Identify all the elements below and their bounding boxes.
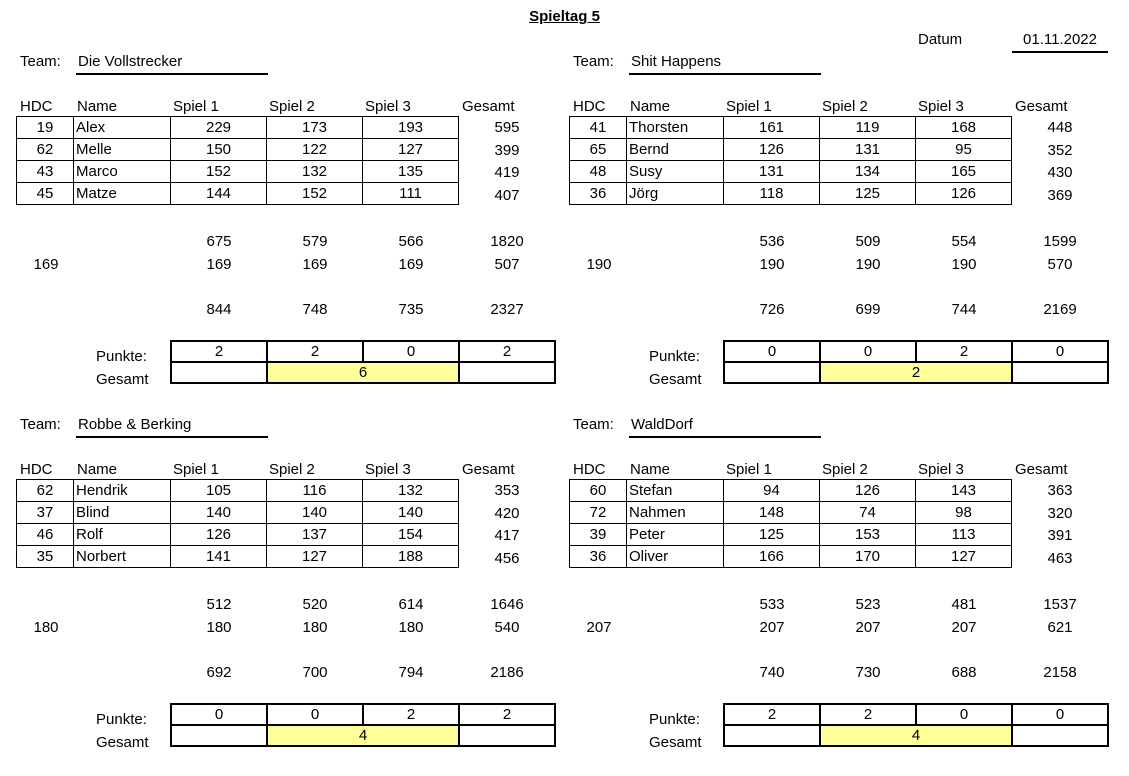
player-hdc: 39: [570, 524, 627, 546]
gesamt-empty-right: [1012, 725, 1108, 746]
hdc-row-s3: 190: [951, 256, 977, 273]
player-spiel1: 131: [724, 161, 820, 183]
player-total: 391: [1047, 527, 1073, 545]
player-name: Peter: [627, 524, 724, 546]
gesamt-empty-left: [724, 362, 820, 383]
player-row: [17, 161, 459, 183]
punkte-2: 2: [820, 704, 916, 725]
punkte-label: Punkte:: [649, 711, 700, 728]
player-name: Bernd: [627, 139, 724, 161]
player-hdc: 41: [570, 117, 627, 139]
player-spiel1: 148: [724, 502, 820, 524]
hdc-total: 169: [33, 256, 59, 273]
hdc-row-s2: 169: [302, 256, 328, 273]
sum-s1: 536: [759, 233, 785, 250]
player-spiel2: 116: [267, 480, 363, 502]
punkte-row: [171, 704, 555, 725]
punkte-label: Punkte:: [649, 348, 700, 365]
gesamt-row: [171, 362, 555, 383]
punkte-4: 2: [459, 704, 555, 725]
points-table: [723, 340, 1109, 384]
player-spiel3: 126: [916, 183, 1012, 205]
player-row: [570, 524, 1012, 546]
player-total: 595: [494, 119, 520, 136]
player-name: Nahmen: [627, 502, 724, 524]
col-header-gesamt: Gesamt: [1015, 98, 1068, 115]
player-spiel3: 135: [363, 161, 459, 183]
player-spiel2: 122: [267, 139, 363, 161]
player-spiel2: 170: [820, 546, 916, 568]
player-hdc: 35: [17, 546, 74, 568]
player-spiel3: 140: [363, 502, 459, 524]
points-table: [170, 703, 556, 747]
player-hdc: 36: [570, 546, 627, 568]
player-spiel3: 113: [916, 524, 1012, 546]
hdc-row-total: 621: [1047, 619, 1073, 636]
col-header-spiel1: Spiel 1: [173, 461, 219, 478]
hdc-row-total: 540: [494, 619, 520, 636]
hdc-row-s2: 190: [855, 256, 881, 273]
team-block: [569, 416, 1114, 776]
player-spiel3: 111: [363, 183, 459, 205]
punkte-3: 0: [363, 341, 459, 362]
col-header-hdc: HDC: [20, 461, 53, 478]
punkte-row: [724, 704, 1108, 725]
punkte-4: 0: [1012, 341, 1108, 362]
final-s3: 735: [398, 301, 424, 318]
player-table: [569, 116, 1012, 205]
final-s2: 699: [855, 301, 881, 318]
col-header-spiel2: Spiel 2: [822, 461, 868, 478]
final-s2: 700: [302, 664, 328, 681]
player-name: Thorsten: [627, 117, 724, 139]
player-name: Stefan: [627, 480, 724, 502]
player-spiel1: 141: [171, 546, 267, 568]
punkte-row: [171, 341, 555, 362]
team-name: Shit Happens: [629, 53, 821, 75]
punkte-label: Punkte:: [96, 348, 147, 365]
punkte-3: 2: [916, 341, 1012, 362]
col-header-name: Name: [630, 98, 671, 115]
player-spiel3: 127: [363, 139, 459, 161]
col-header-spiel2: Spiel 2: [269, 461, 315, 478]
datum-value: 01.11.2022: [1012, 31, 1108, 53]
col-header-spiel2: Spiel 2: [822, 98, 868, 115]
player-hdc: 62: [17, 480, 74, 502]
player-hdc: 65: [570, 139, 627, 161]
player-spiel2: 131: [820, 139, 916, 161]
col-header-gesamt: Gesamt: [462, 461, 515, 478]
player-total: 417: [494, 527, 520, 545]
player-name: Susy: [627, 161, 724, 183]
sum-total: 1820: [490, 233, 524, 250]
player-total: 369: [1047, 187, 1073, 205]
team-label: Team:: [20, 53, 61, 70]
hdc-row-s1: 190: [759, 256, 785, 273]
team-name: WaldDorf: [629, 416, 821, 438]
player-spiel1: 94: [724, 480, 820, 502]
sum-total: 1537: [1043, 596, 1077, 613]
player-spiel3: 165: [916, 161, 1012, 183]
player-hdc: 37: [17, 502, 74, 524]
punkte-4: 2: [459, 341, 555, 362]
col-header-spiel1: Spiel 1: [726, 461, 772, 478]
player-name: Oliver: [627, 546, 724, 568]
player-spiel1: 105: [171, 480, 267, 502]
player-row: [570, 117, 1012, 139]
punkte-2: 0: [820, 341, 916, 362]
sum-s3: 554: [951, 233, 977, 250]
gesamt-row: [724, 362, 1108, 383]
player-total: 407: [494, 187, 520, 205]
player-total: 399: [494, 141, 520, 159]
player-total: 420: [494, 504, 520, 522]
player-hdc: 43: [17, 161, 74, 183]
punkte-label: Punkte:: [96, 711, 147, 728]
player-name: Melle: [74, 139, 171, 161]
player-row: [17, 546, 459, 568]
col-header-spiel3: Spiel 3: [918, 98, 964, 115]
hdc-row-s2: 207: [855, 619, 881, 636]
player-name: Rolf: [74, 524, 171, 546]
final-s2: 730: [855, 664, 881, 681]
col-header-spiel3: Spiel 3: [365, 461, 411, 478]
final-s2: 748: [302, 301, 328, 318]
team-label: Team:: [20, 416, 61, 433]
hdc-row-s1: 169: [206, 256, 232, 273]
col-header-name: Name: [77, 461, 118, 478]
player-spiel3: 127: [916, 546, 1012, 568]
player-spiel3: 168: [916, 117, 1012, 139]
player-spiel1: 166: [724, 546, 820, 568]
final-s1: 692: [206, 664, 232, 681]
player-row: [17, 502, 459, 524]
player-spiel1: 144: [171, 183, 267, 205]
player-spiel2: 119: [820, 117, 916, 139]
hdc-total: 207: [586, 619, 612, 636]
player-total: 456: [494, 550, 520, 568]
punkte-1: 0: [171, 704, 267, 725]
player-table: [569, 479, 1012, 568]
player-row: [570, 546, 1012, 568]
col-header-spiel1: Spiel 1: [173, 98, 219, 115]
gesamt-label: Gesamt: [649, 734, 702, 751]
gesamt-empty-left: [724, 725, 820, 746]
gesamt-row: [171, 725, 555, 746]
col-header-gesamt: Gesamt: [1015, 461, 1068, 478]
final-total: 2158: [1043, 664, 1077, 681]
sum-s1: 533: [759, 596, 785, 613]
player-spiel2: 126: [820, 480, 916, 502]
final-s3: 744: [951, 301, 977, 318]
final-s3: 794: [398, 664, 424, 681]
player-row: [570, 480, 1012, 502]
page-title: Spieltag 5: [529, 8, 600, 25]
player-row: [17, 139, 459, 161]
player-total: 352: [1047, 141, 1073, 159]
gesamt-label: Gesamt: [96, 734, 149, 751]
sum-s1: 512: [206, 596, 232, 613]
player-spiel1: 126: [171, 524, 267, 546]
player-name: Matze: [74, 183, 171, 205]
player-row: [17, 183, 459, 205]
player-spiel2: 74: [820, 502, 916, 524]
player-spiel1: 126: [724, 139, 820, 161]
sum-s2: 579: [302, 233, 328, 250]
sum-s2: 523: [855, 596, 881, 613]
points-table: [723, 703, 1109, 747]
sum-s3: 566: [398, 233, 424, 250]
player-spiel3: 188: [363, 546, 459, 568]
punkte-1: 2: [171, 341, 267, 362]
player-table: [16, 479, 459, 568]
player-hdc: 48: [570, 161, 627, 183]
punkte-row: [724, 341, 1108, 362]
player-total: 363: [1047, 482, 1073, 499]
team-block: [16, 416, 561, 776]
points-table: [170, 340, 556, 384]
final-total: 2186: [490, 664, 524, 681]
player-spiel2: 152: [267, 183, 363, 205]
gesamt-empty-right: [459, 362, 555, 383]
player-name: Hendrik: [74, 480, 171, 502]
gesamt-label: Gesamt: [649, 371, 702, 388]
punkte-3: 2: [363, 704, 459, 725]
player-spiel1: 150: [171, 139, 267, 161]
sum-total: 1599: [1043, 233, 1077, 250]
player-spiel2: 127: [267, 546, 363, 568]
player-name: Alex: [74, 117, 171, 139]
player-total: 320: [1047, 504, 1073, 522]
player-row: [570, 183, 1012, 205]
punkte-1: 0: [724, 341, 820, 362]
sum-s3: 481: [951, 596, 977, 613]
player-name: Blind: [74, 502, 171, 524]
player-spiel3: 98: [916, 502, 1012, 524]
player-hdc: 45: [17, 183, 74, 205]
player-row: [17, 524, 459, 546]
final-total: 2327: [490, 301, 524, 318]
sum-total: 1646: [490, 596, 524, 613]
hdc-total: 180: [33, 619, 59, 636]
team-name: Robbe & Berking: [76, 416, 268, 438]
final-s1: 740: [759, 664, 785, 681]
player-hdc: 72: [570, 502, 627, 524]
hdc-row-total: 507: [494, 256, 520, 273]
player-spiel1: 229: [171, 117, 267, 139]
player-spiel3: 154: [363, 524, 459, 546]
hdc-row-s2: 180: [302, 619, 328, 636]
player-spiel3: 193: [363, 117, 459, 139]
sum-s2: 520: [302, 596, 328, 613]
player-spiel1: 161: [724, 117, 820, 139]
player-spiel1: 118: [724, 183, 820, 205]
col-header-gesamt: Gesamt: [462, 98, 515, 115]
player-spiel1: 125: [724, 524, 820, 546]
team-block: [16, 53, 561, 413]
gesamt-empty-left: [171, 725, 267, 746]
hdc-row-total: 570: [1047, 256, 1073, 273]
player-spiel2: 134: [820, 161, 916, 183]
sum-s2: 509: [855, 233, 881, 250]
sum-s3: 614: [398, 596, 424, 613]
hdc-row-s3: 180: [398, 619, 424, 636]
col-header-spiel1: Spiel 1: [726, 98, 772, 115]
hdc-row-s1: 180: [206, 619, 232, 636]
team-name: Die Vollstrecker: [76, 53, 268, 75]
player-hdc: 19: [17, 117, 74, 139]
gesamt-row: [724, 725, 1108, 746]
gesamt-empty-right: [1012, 362, 1108, 383]
player-hdc: 36: [570, 183, 627, 205]
col-header-hdc: HDC: [573, 461, 606, 478]
hdc-total: 190: [586, 256, 612, 273]
player-hdc: 62: [17, 139, 74, 161]
gesamt-empty-left: [171, 362, 267, 383]
col-header-hdc: HDC: [20, 98, 53, 115]
sum-s1: 675: [206, 233, 232, 250]
player-total: 448: [1047, 119, 1073, 136]
player-spiel3: 143: [916, 480, 1012, 502]
player-row: [570, 139, 1012, 161]
player-total: 353: [494, 482, 520, 499]
final-total: 2169: [1043, 301, 1077, 318]
final-s3: 688: [951, 664, 977, 681]
player-total: 463: [1047, 550, 1073, 568]
player-row: [570, 161, 1012, 183]
player-spiel1: 152: [171, 161, 267, 183]
gesamt-points: 6: [267, 362, 459, 383]
team-label: Team:: [573, 53, 614, 70]
player-name: Jörg: [627, 183, 724, 205]
team-label: Team:: [573, 416, 614, 433]
punkte-3: 0: [916, 704, 1012, 725]
punkte-4: 0: [1012, 704, 1108, 725]
hdc-row-s3: 169: [398, 256, 424, 273]
player-spiel2: 137: [267, 524, 363, 546]
hdc-row-s3: 207: [951, 619, 977, 636]
final-s1: 726: [759, 301, 785, 318]
col-header-name: Name: [77, 98, 118, 115]
hdc-row-s1: 207: [759, 619, 785, 636]
col-header-name: Name: [630, 461, 671, 478]
col-header-spiel3: Spiel 3: [365, 98, 411, 115]
gesamt-label: Gesamt: [96, 371, 149, 388]
punkte-2: 0: [267, 704, 363, 725]
player-spiel2: 173: [267, 117, 363, 139]
gesamt-points: 4: [267, 725, 459, 746]
player-spiel2: 153: [820, 524, 916, 546]
player-hdc: 60: [570, 480, 627, 502]
gesamt-points: 2: [820, 362, 1012, 383]
player-total: 430: [1047, 164, 1073, 182]
player-spiel3: 132: [363, 480, 459, 502]
player-spiel3: 95: [916, 139, 1012, 161]
player-spiel2: 140: [267, 502, 363, 524]
player-hdc: 46: [17, 524, 74, 546]
player-name: Marco: [74, 161, 171, 183]
player-table: [16, 116, 459, 205]
player-spiel2: 125: [820, 183, 916, 205]
datum-label: Datum: [918, 31, 963, 48]
gesamt-points: 4: [820, 725, 1012, 746]
player-spiel1: 140: [171, 502, 267, 524]
col-header-hdc: HDC: [573, 98, 606, 115]
col-header-spiel2: Spiel 2: [269, 98, 315, 115]
punkte-1: 2: [724, 704, 820, 725]
player-row: [17, 117, 459, 139]
player-spiel2: 132: [267, 161, 363, 183]
player-total: 419: [494, 164, 520, 182]
final-s1: 844: [206, 301, 232, 318]
col-header-spiel3: Spiel 3: [918, 461, 964, 478]
punkte-2: 2: [267, 341, 363, 362]
player-row: [570, 502, 1012, 524]
gesamt-empty-right: [459, 725, 555, 746]
player-row: [17, 480, 459, 502]
team-block: [569, 53, 1114, 413]
player-name: Norbert: [74, 546, 171, 568]
